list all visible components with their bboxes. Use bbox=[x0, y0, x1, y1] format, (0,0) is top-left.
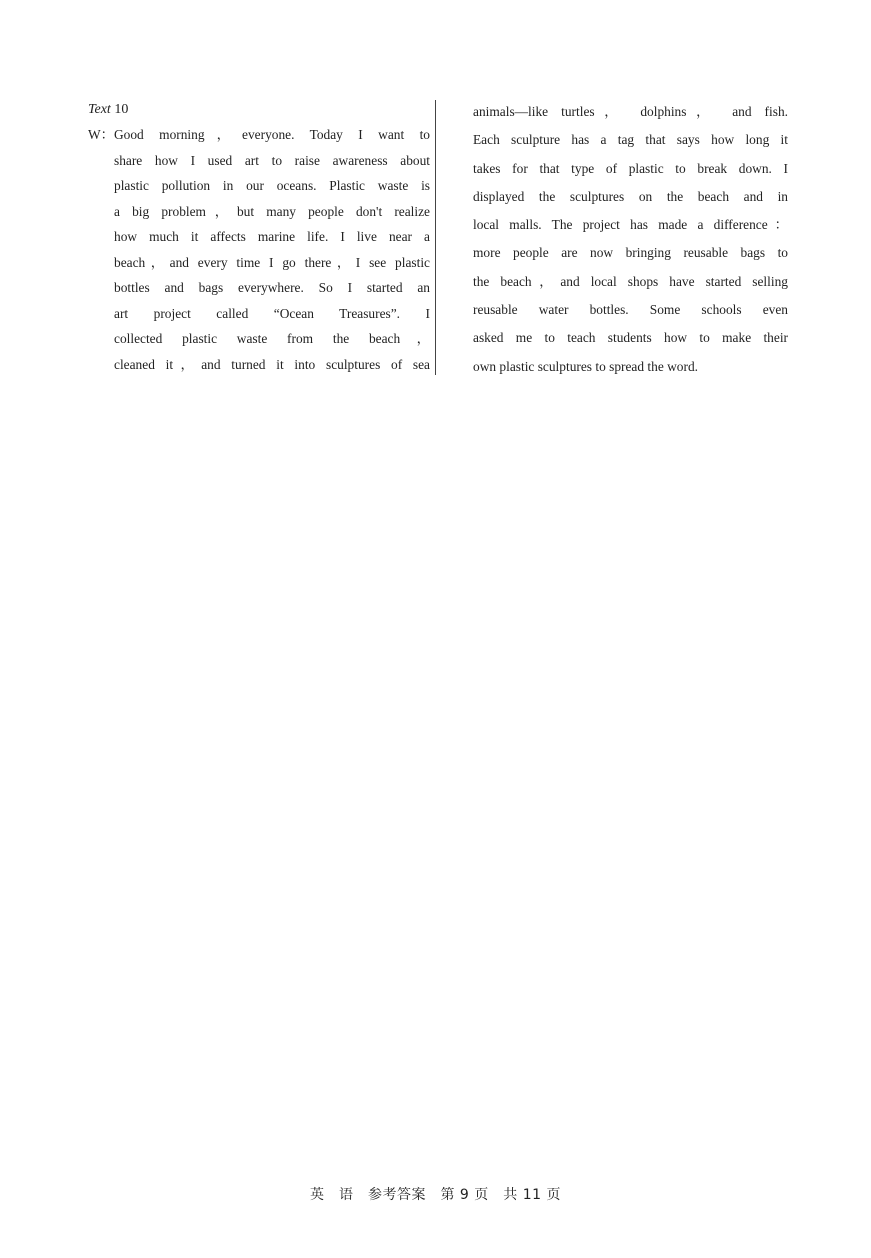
transcript-left bbox=[88, 122, 430, 377]
left-line: collected plastic waste from the beach， bbox=[114, 331, 430, 346]
right-line: Each sculpture has a tag that says how long it bbox=[473, 132, 788, 148]
left-line: cleaned it，and turned it into sculptures of sea bbox=[114, 356, 430, 372]
right-line: displayed the sculptures on the beach and in bbox=[473, 188, 788, 204]
left-paragraph bbox=[88, 122, 430, 377]
section-label: Text bbox=[88, 102, 111, 117]
speaker-label: W： bbox=[88, 127, 115, 142]
left-column bbox=[88, 98, 430, 377]
right-line: own plastic sculptures to spread the word. bbox=[473, 358, 698, 374]
right-line: animals—like turtles， dolphins， and fish. bbox=[473, 104, 788, 119]
section-title bbox=[88, 98, 430, 122]
right-line: reusable water bottles. Some schools even bbox=[473, 302, 788, 318]
left-line: beach，and every time I go there，I see plastic bbox=[114, 254, 430, 270]
page-footer: 英 语 参考答案 第 9 页 共 11 页 bbox=[309, 1187, 562, 1203]
right-line: the beach，and local shops have started selling bbox=[473, 273, 788, 289]
left-line: a big problem，but many people don't realize bbox=[114, 203, 430, 219]
left-line: art project called “Ocean Treasures”. I bbox=[114, 305, 430, 321]
right-column bbox=[473, 98, 788, 381]
column-divider bbox=[435, 100, 436, 375]
left-line: bottles and bags everywhere. So I started an bbox=[114, 280, 430, 295]
right-line: more people are now bringing reusable bags to bbox=[473, 245, 788, 261]
section-number: 10 bbox=[114, 102, 129, 117]
right-line: takes for that type of plastic to break down. I bbox=[473, 160, 788, 176]
right-line: local malls. The project has made a difference： bbox=[473, 217, 788, 233]
left-line: plastic pollution in our oceans. Plastic waste is bbox=[114, 178, 430, 193]
right-paragraph bbox=[473, 98, 788, 381]
left-line: how much it affects marine life. I live near a bbox=[114, 229, 430, 244]
right-line: asked me to teach students how to make their bbox=[473, 330, 788, 346]
left-line: share how I used art to raise awareness about bbox=[114, 152, 430, 168]
left-line: Good morning，everyone. Today I want to bbox=[114, 127, 430, 142]
